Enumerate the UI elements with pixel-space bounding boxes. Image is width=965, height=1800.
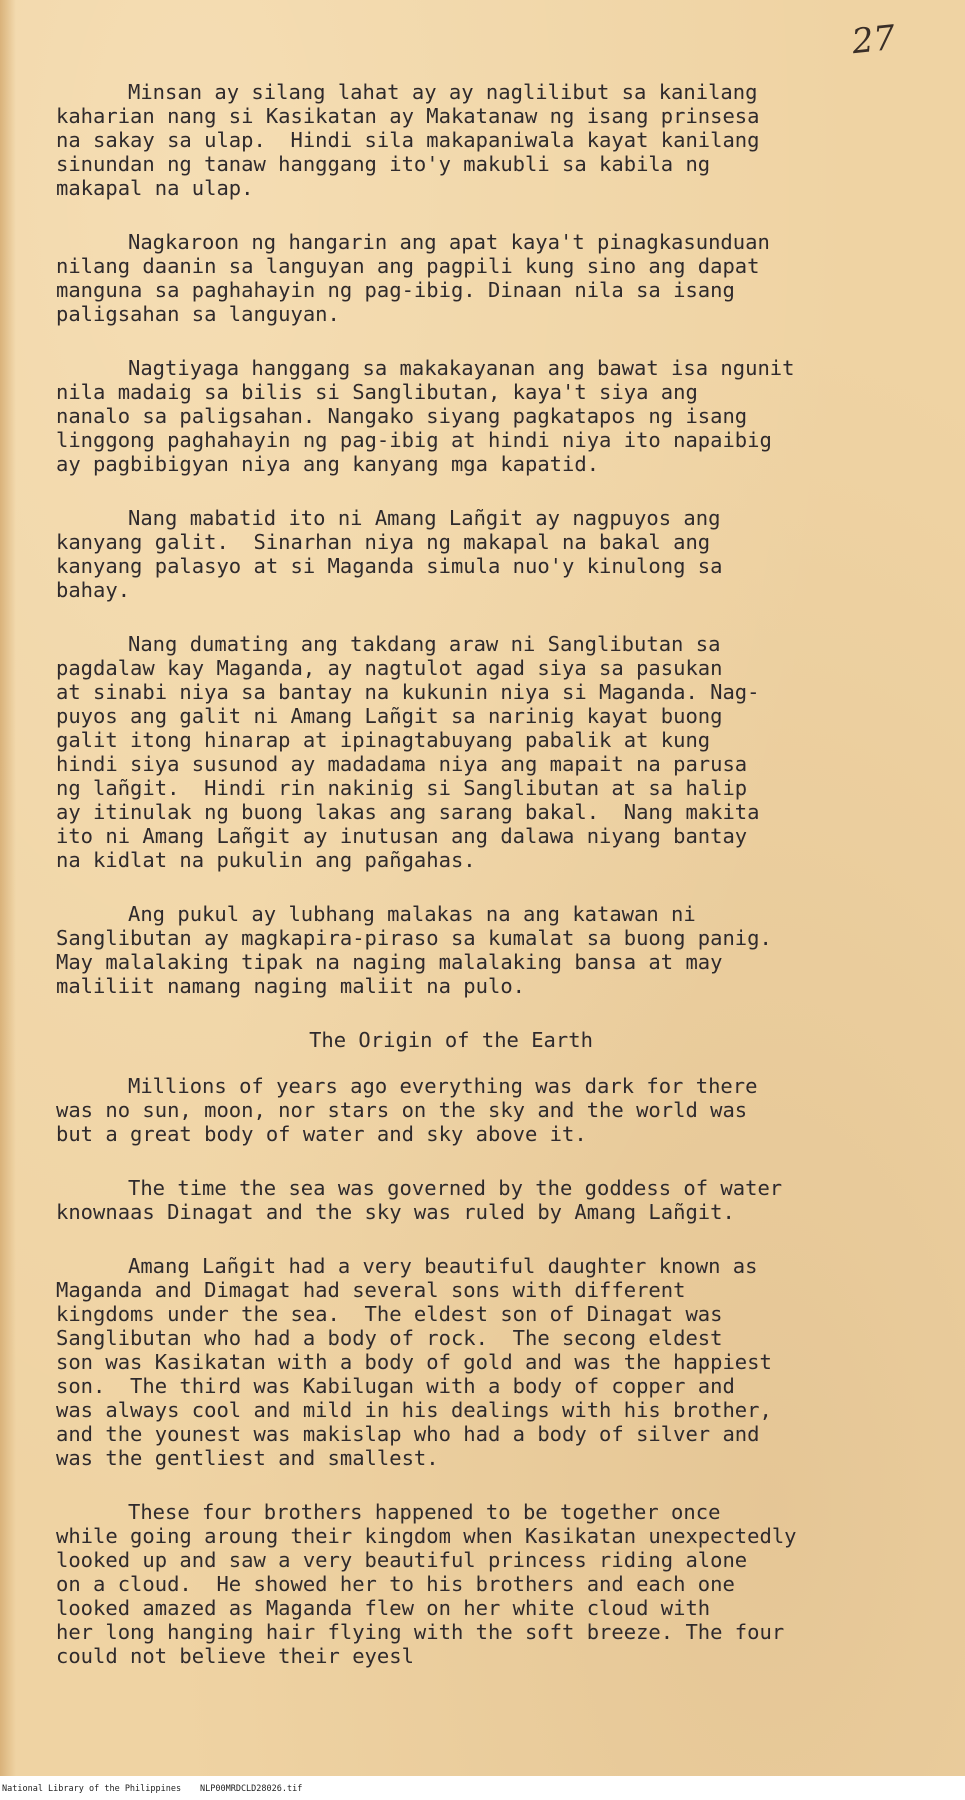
text-line: ay itinulak ng buong lakas ang sarang bakal. Nang makita: [56, 800, 760, 824]
page-edge-shadow: [0, 0, 16, 1776]
scan-footer: [0, 1776, 965, 1800]
text-line: Nang dumating ang takdang araw ni Sanglibutan sa: [128, 632, 721, 656]
text-line: Ang pukul ay lubhang malakas na ang katawan ni: [128, 902, 696, 926]
text-line: at sinabi niya sa bantay na kukunin niya si Maganda. Nag-: [56, 680, 760, 704]
paragraph: [56, 902, 936, 998]
text-line: galit itong hinarap at ipinagtabuyang pabalik at kung: [56, 728, 711, 752]
text-line: puyos ang galit ni Amang Lañgit sa narinig kayat buong: [56, 704, 723, 728]
tagalog-section: [56, 80, 936, 998]
text-line: na kidlat na pukulin ang pañgahas.: [56, 848, 476, 872]
text-line: Maganda and Dimagat had several sons with different: [56, 1278, 686, 1302]
paragraph: [56, 356, 936, 476]
text-line: makapal na ulap.: [56, 176, 254, 200]
text-line: These four brothers happened to be together once: [128, 1500, 721, 1524]
paragraph: [56, 1500, 936, 1668]
text-line: pagdalaw kay Maganda, ay nagtulot agad siya sa pasukan: [56, 656, 723, 680]
text-line: her long hanging hair flying with the soft breeze. The four: [56, 1620, 785, 1644]
text-line: Nagkaroon ng hangarin ang apat kaya't pinagkasunduan: [128, 230, 770, 254]
text-line: ito ni Amang Lañgit ay inutusan ang dalawa niyang bantay: [56, 824, 748, 848]
text-line: sinundan ng tanaw hanggang ito'y makubli sa kabila ng: [56, 152, 711, 176]
text-line: nila madaig sa bilis si Sanglibutan, kaya't siya ang: [56, 380, 698, 404]
text-line: Nang mabatid ito ni Amang Lañgit ay nagpuyos ang: [128, 506, 721, 530]
text-line: was no sun, moon, nor stars on the sky and the world was: [56, 1098, 748, 1122]
text-line: nanalo sa paligsahan. Nangako siyang pagkatapos ng isang: [56, 404, 748, 428]
text-line: while going aroung their kingdom when Kasikatan unexpectedly: [56, 1524, 797, 1548]
text-line: looked up and saw a very beautiful princess riding alone: [56, 1548, 748, 1572]
text-line: ng lañgit. Hindi rin nakinig si Sanglibutan at sa halip: [56, 776, 748, 800]
text-line: Nagtiyaga hanggang sa makakayanan ang bawat isa ngunit: [128, 356, 795, 380]
text-line: May malalaking tipak na naging malalaking bansa at may: [56, 950, 723, 974]
text-line: na sakay sa ulap. Hindi sila makapaniwala kayat kanilang: [56, 128, 760, 152]
text-line: Sanglibutan who had a body of rock. The secong eldest: [56, 1326, 723, 1350]
text-line: paligsahan sa languyan.: [56, 302, 340, 326]
scan-filename: NLP00MRDCLD28026.tif: [200, 1784, 303, 1794]
text-line: maliliit namang naging maliit na pulo.: [56, 974, 525, 998]
text-line: but a great body of water and sky above it.: [56, 1122, 587, 1146]
text-line: was always cool and mild in his dealings with his brother,: [56, 1398, 772, 1422]
text-line: Sanglibutan ay magkapira-piraso sa kumalat sa buong panig.: [56, 926, 772, 950]
text-line: kingdoms under the sea. The eldest son of Dinagat was: [56, 1302, 723, 1326]
text-line: Amang Lañgit had a very beautiful daughter known as: [128, 1254, 758, 1278]
paragraph: [56, 1176, 936, 1224]
text-line: knownaas Dinagat and the sky was ruled by Amang Lañgit.: [56, 1200, 735, 1224]
paragraph: [56, 230, 936, 326]
paragraph: [56, 1254, 936, 1470]
text-line: was the gentliest and smallest.: [56, 1446, 439, 1470]
text-line: linggong paghahayin ng pag-ibig at hindi niya ito napaibig: [56, 428, 772, 452]
text-line: and the younest was makislap who had a body of silver and: [56, 1422, 760, 1446]
section-heading: The Origin of the Earth: [309, 1028, 593, 1052]
text-line: on a cloud. He showed her to his brothers and each one: [56, 1572, 735, 1596]
text-line: Millions of years ago everything was dark for there: [128, 1074, 758, 1098]
text-line: hindi siya susunod ay madadama niya ang mapait na parusa: [56, 752, 748, 776]
text-line: looked amazed as Maganda flew on her white cloud with: [56, 1596, 711, 1620]
text-line: Minsan ay silang lahat ay ay naglilibut sa kanilang: [128, 80, 758, 104]
text-line: bahay.: [56, 578, 131, 602]
paragraph: [56, 506, 936, 602]
text-line: kanyang palasyo at si Maganda simula nuo'y kinulong sa: [56, 554, 723, 578]
paragraph: [56, 80, 936, 200]
page-number: 27: [849, 17, 897, 63]
english-section: [56, 1074, 936, 1668]
document-body: [56, 80, 936, 1698]
text-line: could not believe their eyesl: [56, 1644, 414, 1668]
text-line: son was Kasikatan with a body of gold and was the happiest: [56, 1350, 772, 1374]
text-line: son. The third was Kabilugan with a body of copper and: [56, 1374, 735, 1398]
paragraph: [56, 1074, 936, 1146]
text-line: ay pagbibigyan niya ang kanyang mga kapatid.: [56, 452, 600, 476]
text-line: manguna sa paghahayin ng pag-ibig. Dinaan nila sa isang: [56, 278, 735, 302]
text-line: kaharian nang si Kasikatan ay Makatanaw ng isang prinsesa: [56, 104, 760, 128]
text-line: kanyang galit. Sinarhan niya ng makapal na bakal ang: [56, 530, 711, 554]
paragraph: [56, 632, 936, 872]
text-line: The time the sea was governed by the goddess of water: [128, 1176, 783, 1200]
text-line: nilang daanin sa languyan ang pagpili kung sino ang dapat: [56, 254, 760, 278]
library-credit: National Library of the Philippines: [2, 1784, 182, 1794]
